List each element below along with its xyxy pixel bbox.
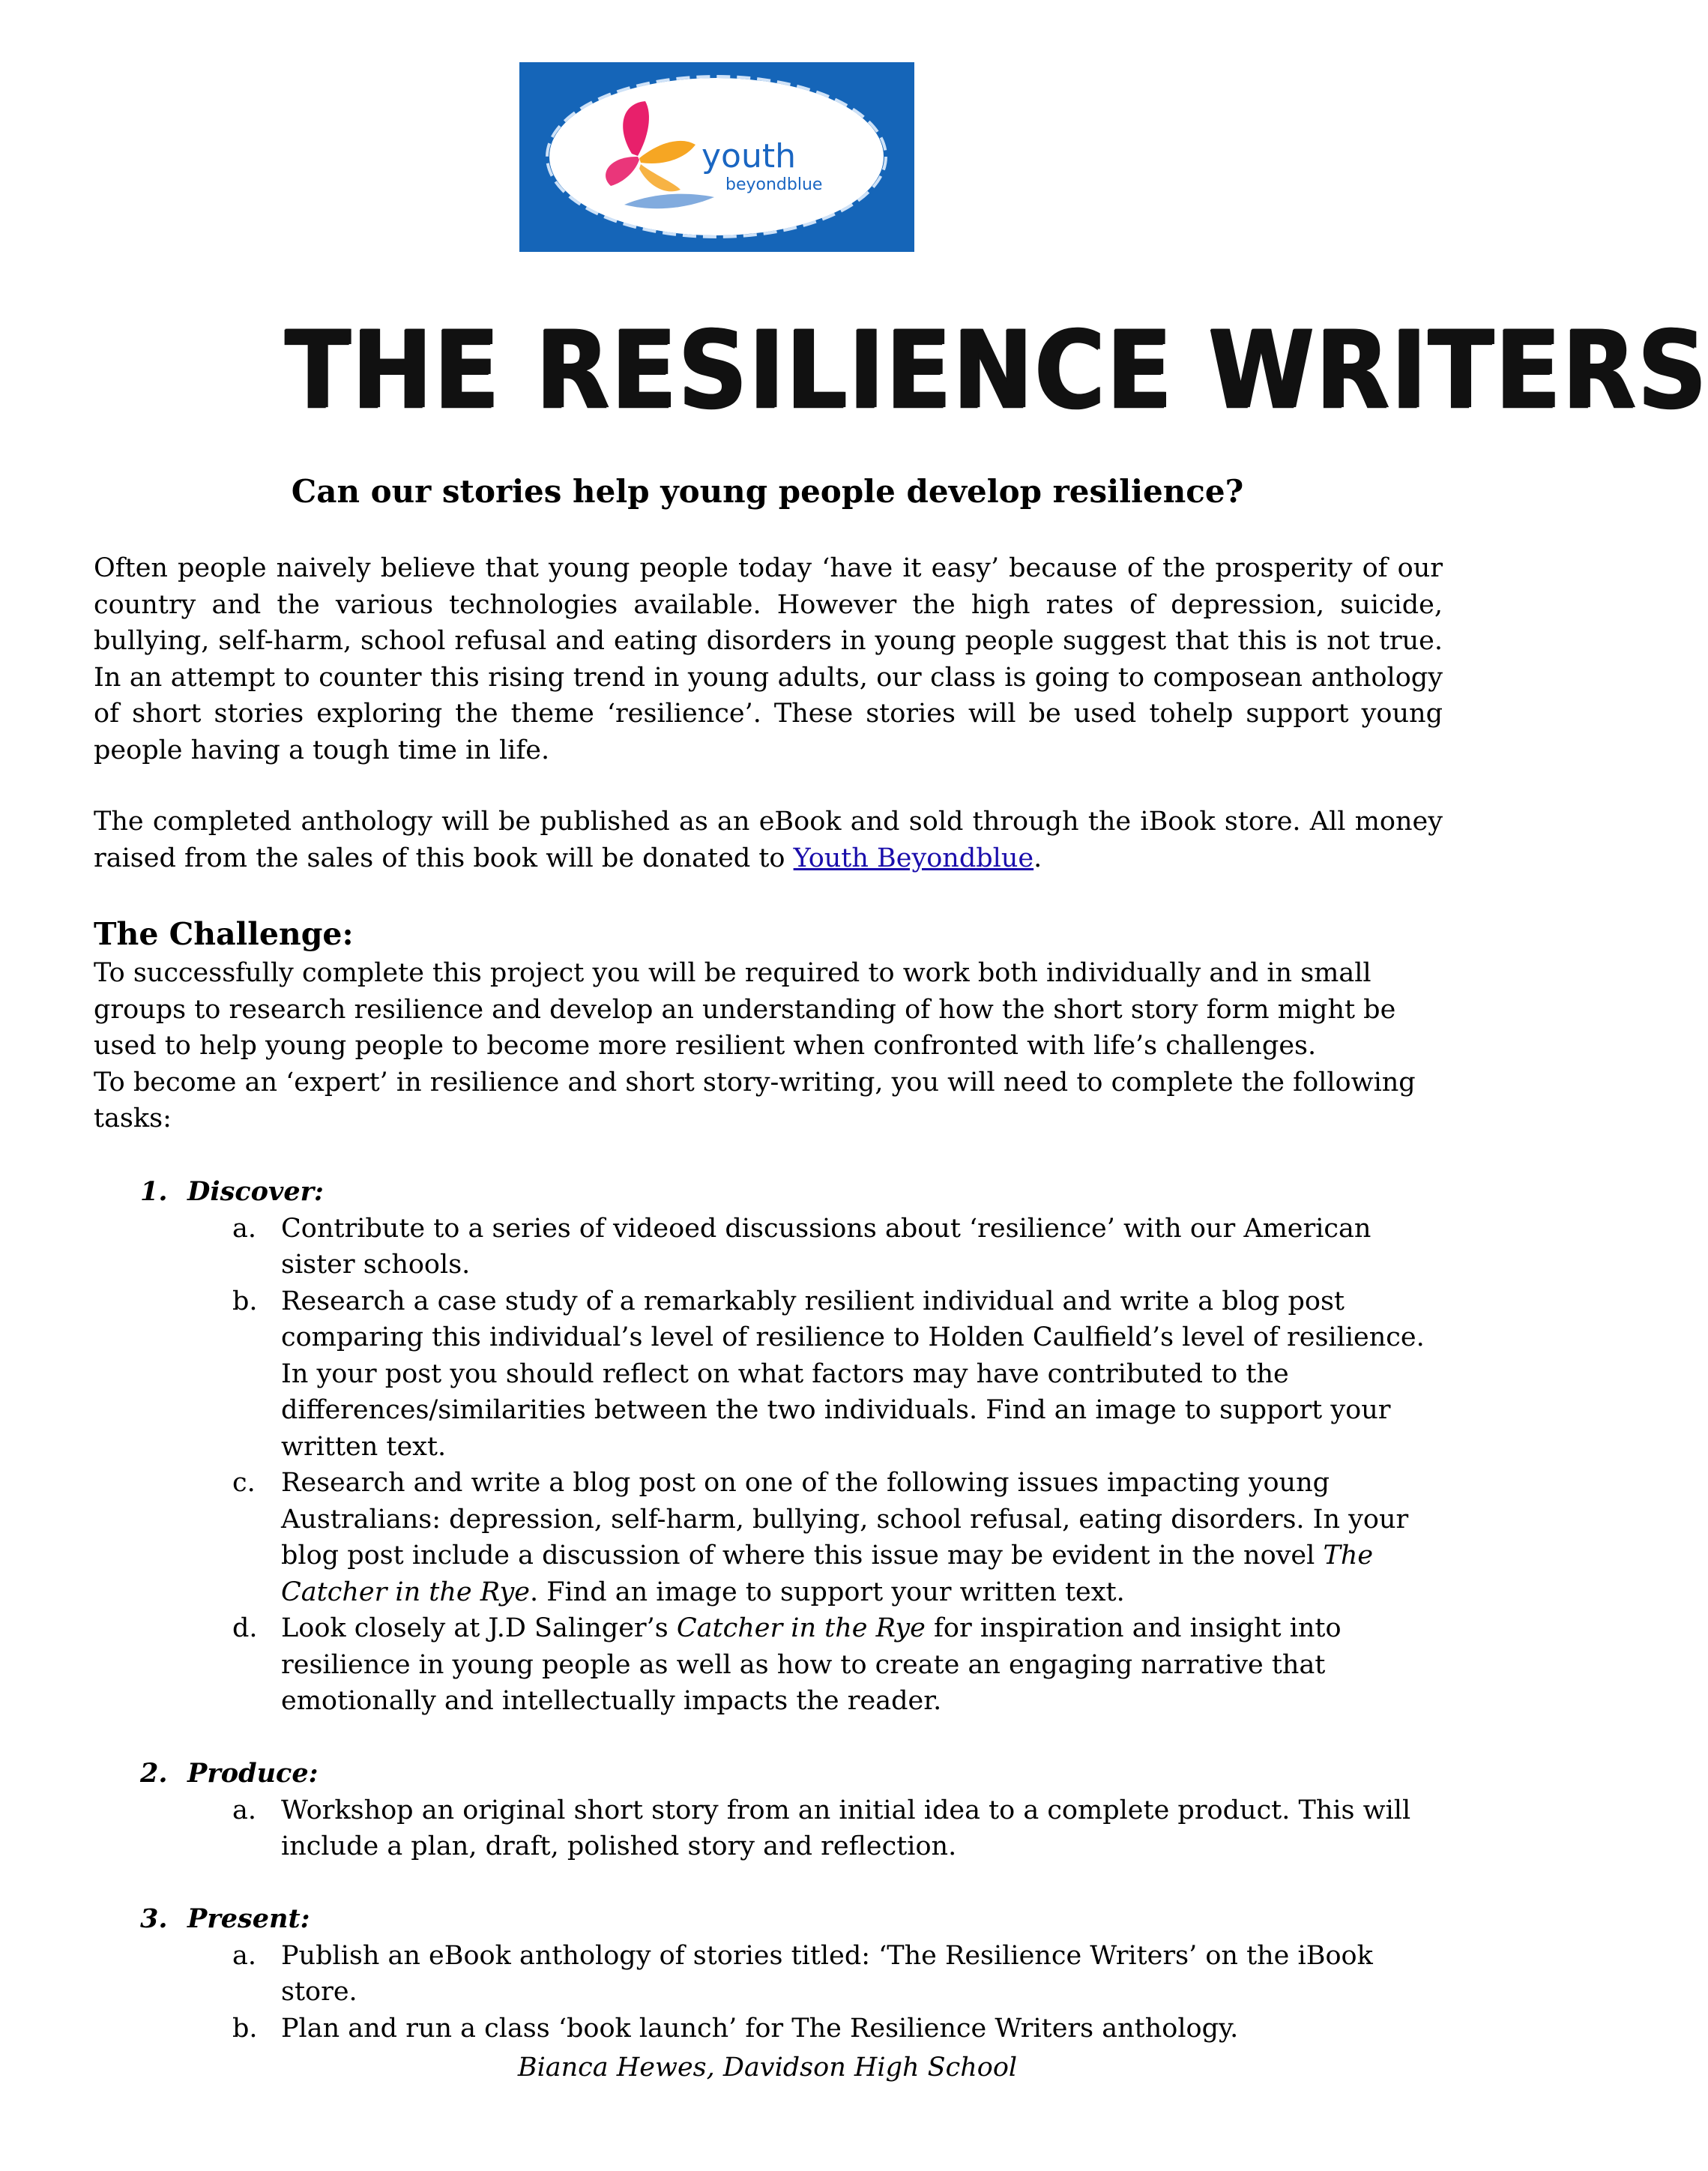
item-letter: a. (232, 1795, 256, 1825)
item-text: Workshop an original short story from an initial idea to a complete product. This will include a plan, draft, polished story and reflection. (281, 1795, 1411, 1861)
list-item (94, 1938, 1443, 2011)
intro-paragraph: Often people naively believe that young people today ‘have it easy’ because of the prosperity of our country and the various technologies available. However the high rates of depression, suicide, bullying, self-harm, school refusal and eating disorders in young people suggest that this is not true. In an attempt to counter this rising trend in young adults, our class is going to composean anthology of short stories exploring the theme ‘resilience’. These stories will be used tohelp support young people having a tough time in life. (94, 553, 1443, 765)
item-text: . Find an image to support your written text. (529, 1577, 1125, 1607)
document-title: THE RESILIENCE WRITERS (285, 308, 1708, 433)
item-text: Research and write a blog post on one of the following issues impacting young Australians: depression, self-harm, bullying, school refusal, eating disorders. In your blog post include a discussion of where this issue may be evident in the novel (281, 1468, 1409, 1571)
publish-text-end: . (1033, 843, 1042, 873)
list-item (94, 2011, 1443, 2047)
youth-beyondblue-logo (519, 62, 914, 252)
step-title (94, 1901, 1443, 1938)
list-item (94, 1610, 1443, 1720)
author-footer: Bianca Hewes, Davidson High School (517, 2053, 1018, 2083)
step-number: 2. (140, 1758, 168, 1789)
list-item (94, 1211, 1443, 1283)
book-title: The Catcher in the Rye (281, 1541, 1374, 1607)
logo-youth-text: youth (701, 137, 796, 175)
item-letter: a. (232, 1213, 256, 1244)
step-discover (94, 1174, 1443, 1720)
item-text: Look closely at J.D Salinger’s (281, 1613, 677, 1643)
question-heading: Can our stories help young people develop resilience? (291, 473, 1244, 510)
item-text: Research a case study of a remarkably resilient individual and write a blog post comparing this individual’s level of resilience to Holden Caulfield’s level of resilience. In your post you should reflect on what factors may have contributed to the differences/similarities between the two individuals. Find an image to support your written text. (281, 1286, 1425, 1462)
item-letter: b. (232, 2013, 258, 2044)
item-text: Publish an eBook anthology of stories titled: ‘The Resilience Writers’ on the iBook store. (281, 1940, 1373, 2007)
task-list (94, 1174, 1443, 2047)
step-produce (94, 1756, 1443, 1865)
logo-graphic (519, 62, 914, 252)
list-item (94, 1465, 1443, 1610)
item-letter: b. (232, 1286, 258, 1316)
youth-beyondblue-link[interactable]: Youth Beyondblue (793, 843, 1034, 873)
challenge-heading: The Challenge: (94, 916, 354, 952)
step-present (94, 1901, 1443, 2047)
challenge-paragraph-2: To become an ‘expert’ in resilience and short story-writing, you will need to complete the following tasks: (94, 1067, 1416, 1133)
publish-paragraph (94, 804, 1443, 876)
book-title: Catcher in the Rye (676, 1613, 926, 1643)
item-text: for inspiration and insight into resilience in young people as well as how to create an engaging narrative that emotionally and intellectually impacts the reader. (281, 1613, 1342, 1716)
step-number: 3. (140, 1903, 168, 1934)
step-number: 1. (140, 1176, 168, 1207)
challenge-text (94, 955, 1443, 1137)
spacer (94, 1865, 1443, 1902)
step-label: Produce: (187, 1758, 319, 1789)
item-letter: c. (232, 1468, 256, 1498)
item-text: Plan and run a class ‘book launch’ for The Resilience Writers anthology. (281, 2013, 1239, 2044)
step-label: Present: (187, 1903, 310, 1934)
item-letter: d. (232, 1613, 258, 1643)
challenge-paragraph-1: To successfully complete this project you will be required to work both individually and in small groups to research resilience and develop an understanding of how the short story form might be used to help young people to become more resilient when confronted with life’s challenges. (94, 958, 1396, 1061)
spacer (94, 1720, 1443, 1756)
logo-beyondblue-text: beyondblue (725, 175, 823, 194)
list-item (94, 1792, 1443, 1865)
publish-text: The completed anthology will be published as an eBook and sold through the iBook store. All money raised from the sales of this book will be donated to (94, 807, 1443, 873)
list-item (94, 1283, 1443, 1466)
step-title (94, 1174, 1443, 1211)
item-letter: a. (232, 1940, 256, 1971)
step-title (94, 1756, 1443, 1792)
item-text: Contribute to a series of videoed discussions about ‘resilience’ with our American sister schools. (281, 1213, 1371, 1280)
step-label: Discover: (187, 1176, 324, 1207)
